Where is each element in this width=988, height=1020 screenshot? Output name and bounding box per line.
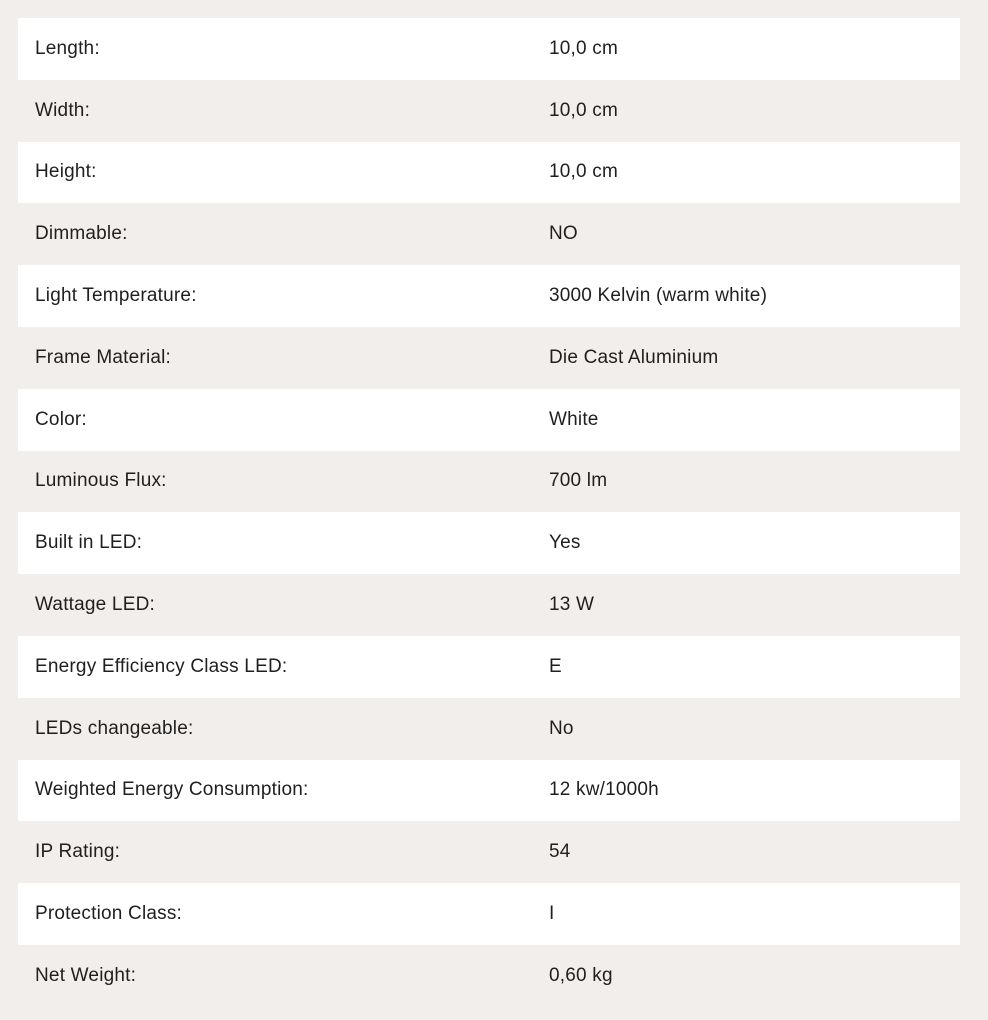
spec-row-built-in-led	[18, 512, 960, 574]
spec-row-width	[18, 80, 960, 142]
spec-row-frame-material	[18, 327, 960, 389]
spec-row-protection-class	[18, 883, 960, 945]
spec-row-luminous-flux	[18, 451, 960, 513]
spec-label: Wattage LED:	[35, 594, 155, 616]
spec-row-net-weight	[18, 945, 960, 1007]
spec-value: Yes	[549, 532, 581, 554]
spec-row-wattage-led	[18, 574, 960, 636]
spec-value: I	[549, 903, 555, 925]
spec-value: 13 W	[549, 594, 595, 616]
spec-label: Light Temperature:	[35, 285, 197, 307]
spec-row-length	[18, 18, 960, 80]
spec-label: Built in LED:	[35, 532, 143, 554]
spec-value: 10,0 cm	[549, 161, 618, 183]
spec-value: 10,0 cm	[549, 99, 618, 121]
spec-label: Energy Efficiency Class LED:	[35, 655, 288, 677]
spec-label: Luminous Flux:	[35, 470, 167, 492]
spec-value: NO	[549, 223, 578, 245]
spec-value: 10,0 cm	[549, 37, 618, 59]
spec-value: 12 kw/1000h	[549, 779, 659, 801]
spec-label: Dimmable:	[35, 223, 128, 245]
spec-label: IP Rating:	[35, 841, 121, 863]
spec-row-light-temperature	[18, 265, 960, 327]
spec-value: 3000 Kelvin (warm white)	[549, 285, 768, 307]
spec-label: Weighted Energy Consumption:	[35, 779, 309, 801]
spec-row-height	[18, 142, 960, 204]
spec-row-dimmable	[18, 203, 960, 265]
spec-value: No	[549, 717, 574, 739]
spec-label: Net Weight:	[35, 964, 137, 986]
spec-label: LEDs changeable:	[35, 717, 194, 739]
spec-value: 700 lm	[549, 470, 608, 492]
spec-label: Color:	[35, 408, 87, 430]
spec-value: White	[549, 408, 599, 430]
spec-label: Height:	[35, 161, 97, 183]
spec-value: 54	[549, 841, 571, 863]
spec-table	[18, 18, 960, 1007]
spec-row-energy-efficiency-class	[18, 636, 960, 698]
spec-row-color	[18, 389, 960, 451]
spec-row-ip-rating	[18, 821, 960, 883]
spec-value: E	[549, 655, 562, 677]
spec-label: Protection Class:	[35, 903, 183, 925]
spec-label: Width:	[35, 99, 91, 121]
spec-label: Frame Material:	[35, 346, 172, 368]
spec-row-weighted-energy-consumption	[18, 760, 960, 822]
spec-label: Length:	[35, 37, 100, 59]
spec-value: 0,60 kg	[549, 964, 613, 986]
spec-value: Die Cast Aluminium	[549, 346, 719, 368]
spec-row-leds-changeable	[18, 698, 960, 760]
